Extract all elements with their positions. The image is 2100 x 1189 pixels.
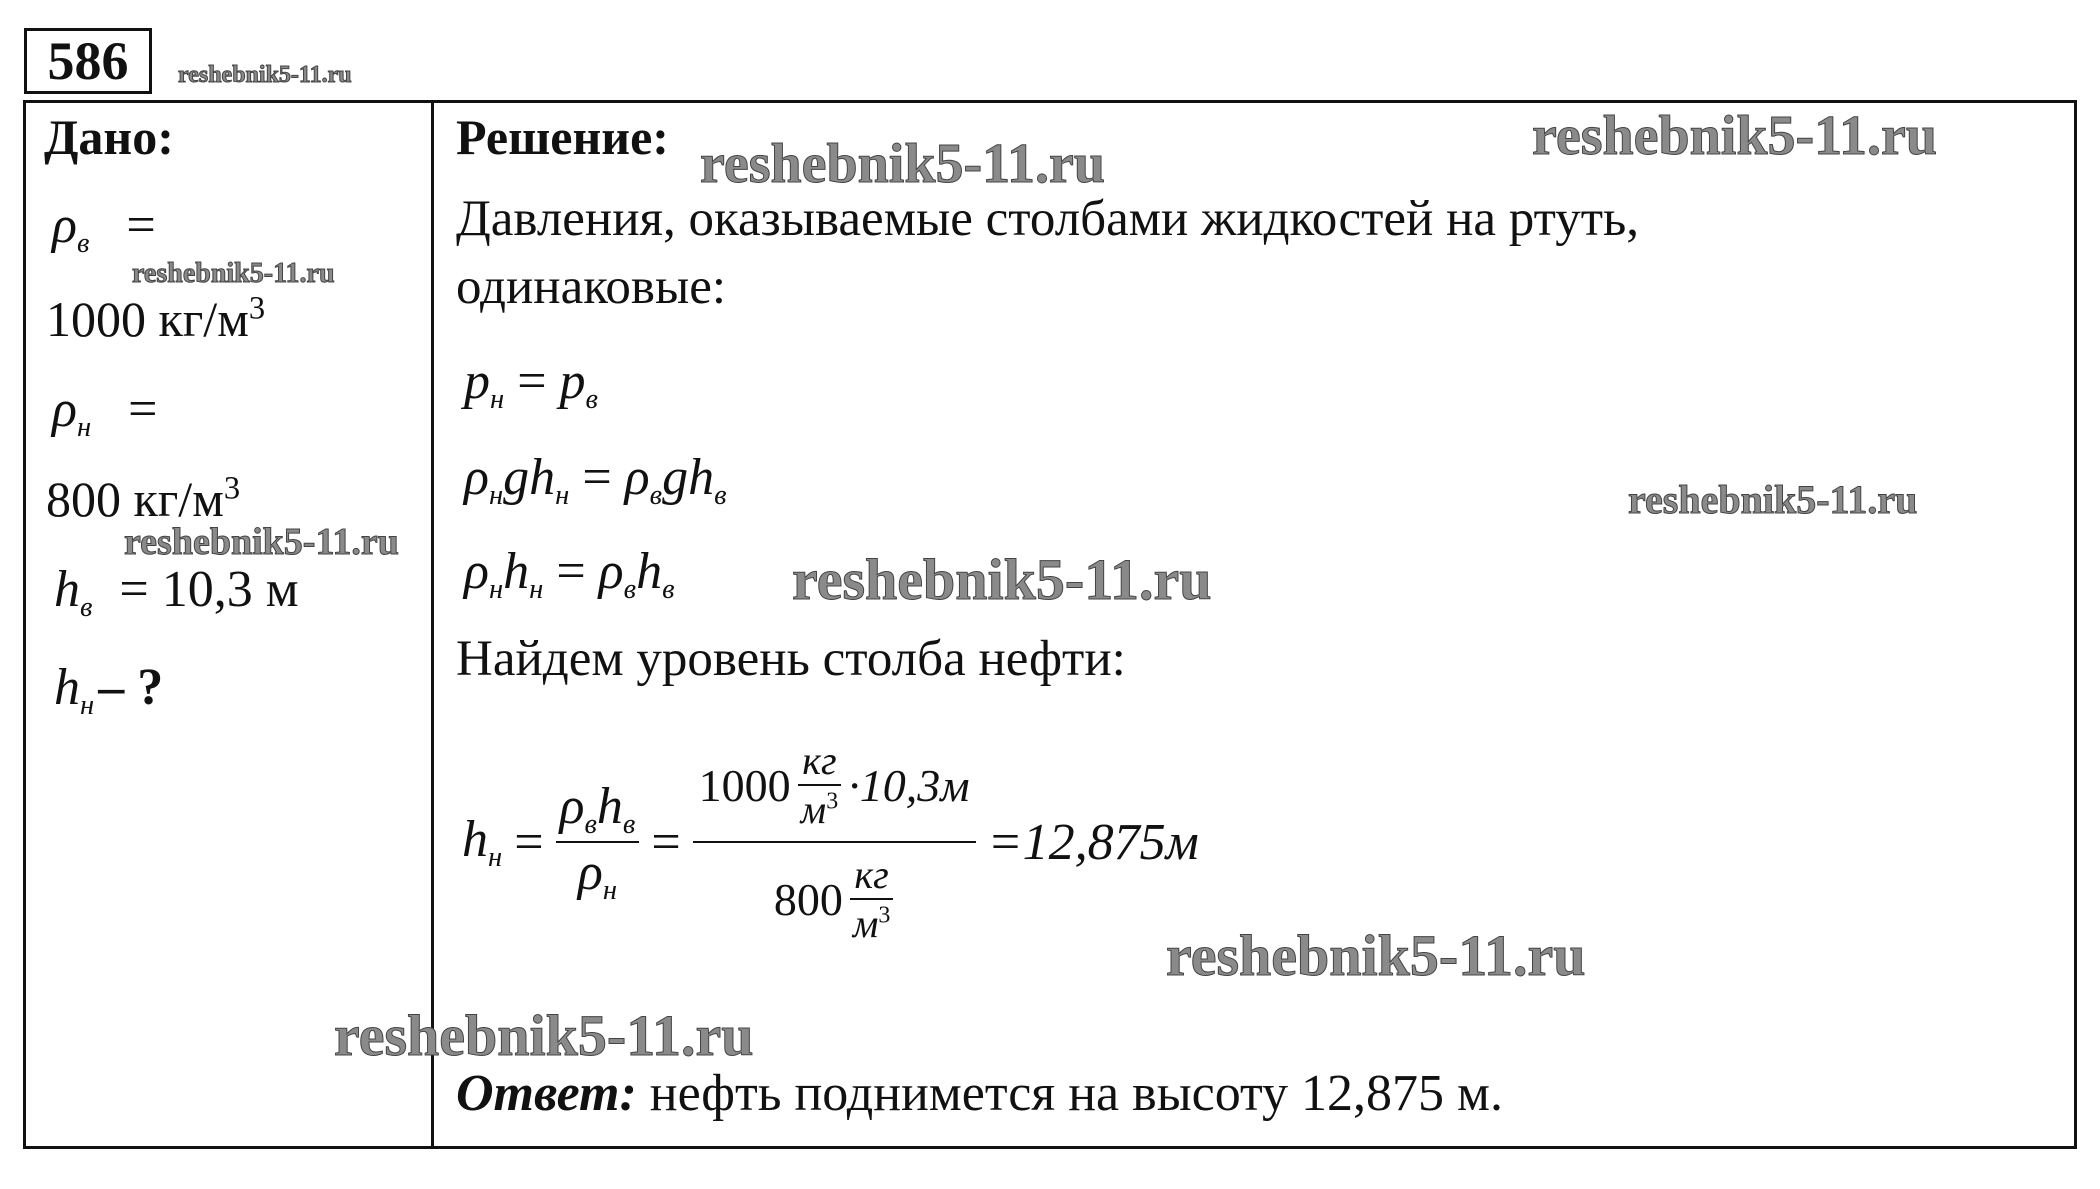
watermark: reshebnik5-11.ru [1628,477,1918,522]
h-sub: в [80,592,93,623]
fraction-numerator [693,737,976,843]
given-h-n [54,658,163,722]
rho-symbol: ρ [464,449,489,506]
rho-symbol: ρ [52,197,77,254]
solution-intro-line1: Давления, оказываемые столбами жидкостей на ртуть, [456,191,1640,247]
number-rest: ·10,3м [848,759,970,811]
watermark: reshebnik5-11.ru [792,547,1212,612]
answer-label: Ответ: [456,1065,637,1122]
exponent: 3 [878,902,891,929]
unit-numerator: кг [850,851,892,900]
unit-denominator [849,900,895,947]
h-symbol: h [462,811,488,868]
numeric-fraction [693,737,976,947]
equation-rho-g-h [464,448,726,512]
exponent: 3 [248,290,266,327]
rho-symbol: ρ [598,543,624,600]
rho-symbol: ρ [52,381,77,438]
sub-v: в [584,809,597,840]
rho-sub: в [76,228,90,259]
h-sub: н [80,690,95,721]
p-symbol: p [559,353,586,410]
unit-numerator: кг [798,737,840,786]
given-h-v [54,560,299,624]
given-rho-v-value [46,290,265,348]
exponent: 3 [223,470,241,507]
watermark: reshebnik5-11.ru [1166,923,1586,988]
sub-n: н [488,574,504,605]
given-rho-v [52,196,156,260]
answer-text: нефть поднимется на высоту 12,875 м. [636,1065,1503,1122]
p-symbol: p [464,353,490,410]
g-symbol: g [662,449,689,506]
equals-sign: = [514,813,544,871]
watermark: reshebnik5-11.ru [132,258,335,289]
equals-sign: = [651,813,681,871]
equation-rho-h [464,542,674,606]
watermark: reshebnik5-11.ru [1532,105,1938,167]
fraction-denominator [768,843,901,947]
final-formula [462,738,1199,946]
column-divider [431,100,434,1149]
unit-m: м [852,901,879,946]
fraction-denominator [574,843,621,907]
solution-intro-line2: одинаковые: [456,259,727,315]
sub-v: в [662,574,675,605]
equals-sign: = [504,353,560,410]
number: 800 [773,873,843,925]
sub-v: в [714,480,727,511]
sub-n: н [490,384,505,415]
sub-n: н [555,480,570,511]
h-symbol: h [596,778,623,835]
number: 1000 [698,759,791,811]
value-text: = 10,3 м [119,561,299,618]
equals-sign: = [128,381,158,438]
lhs-h [462,810,502,874]
exponent: 3 [826,788,839,815]
find-text: Найдем уровень столба нефти: [456,631,1126,687]
sub-n: н [488,480,504,511]
h-symbol: h [636,543,663,600]
h-symbol: h [54,561,80,618]
rho-symbol: ρ [464,543,489,600]
rho-sub: н [76,412,92,443]
watermark: reshebnik5-11.ru [700,133,1106,195]
sub-v: в [623,574,637,605]
fraction-numerator [556,777,640,843]
h-symbol: h [54,659,80,716]
sub-v: в [585,384,598,415]
equals-sign: = [543,543,599,600]
given-rho-n [52,380,157,444]
value-text: 800 кг/м [46,471,224,527]
unknown-mark: – ? [98,659,164,716]
unit-fraction [797,737,843,833]
value-text: 1000 кг/м [46,291,249,347]
unit-m: м [800,787,827,832]
sub-v: в [622,809,636,840]
unit-denominator [797,786,843,833]
solution-heading: Решение: [456,109,669,165]
watermark: reshebnik5-11.ru [334,1003,754,1068]
symbolic-fraction [556,777,640,907]
equals-sign: = [126,197,156,254]
answer-line [456,1064,1503,1123]
rho-symbol: ρ [559,778,585,835]
watermark: reshebnik5-11.ru [124,521,399,563]
equals-sign: = [569,449,625,506]
result: =12,875м [987,813,1199,871]
problem-number: 586 [24,28,152,94]
h-symbol: h [688,449,715,506]
watermark: reshebnik5-11.ru [178,62,352,88]
h-symbol: h [503,543,530,600]
sub-n: н [488,842,503,873]
rho-symbol: ρ [577,844,603,901]
equation-pressure-equality [464,352,598,416]
h-symbol: h [529,449,556,506]
sub-n: н [529,574,544,605]
given-heading: Дано: [44,109,174,165]
rho-symbol: ρ [624,449,650,506]
sub-v: в [649,480,663,511]
unit-fraction [849,851,895,947]
g-symbol: g [503,449,530,506]
sub-n: н [602,875,617,906]
